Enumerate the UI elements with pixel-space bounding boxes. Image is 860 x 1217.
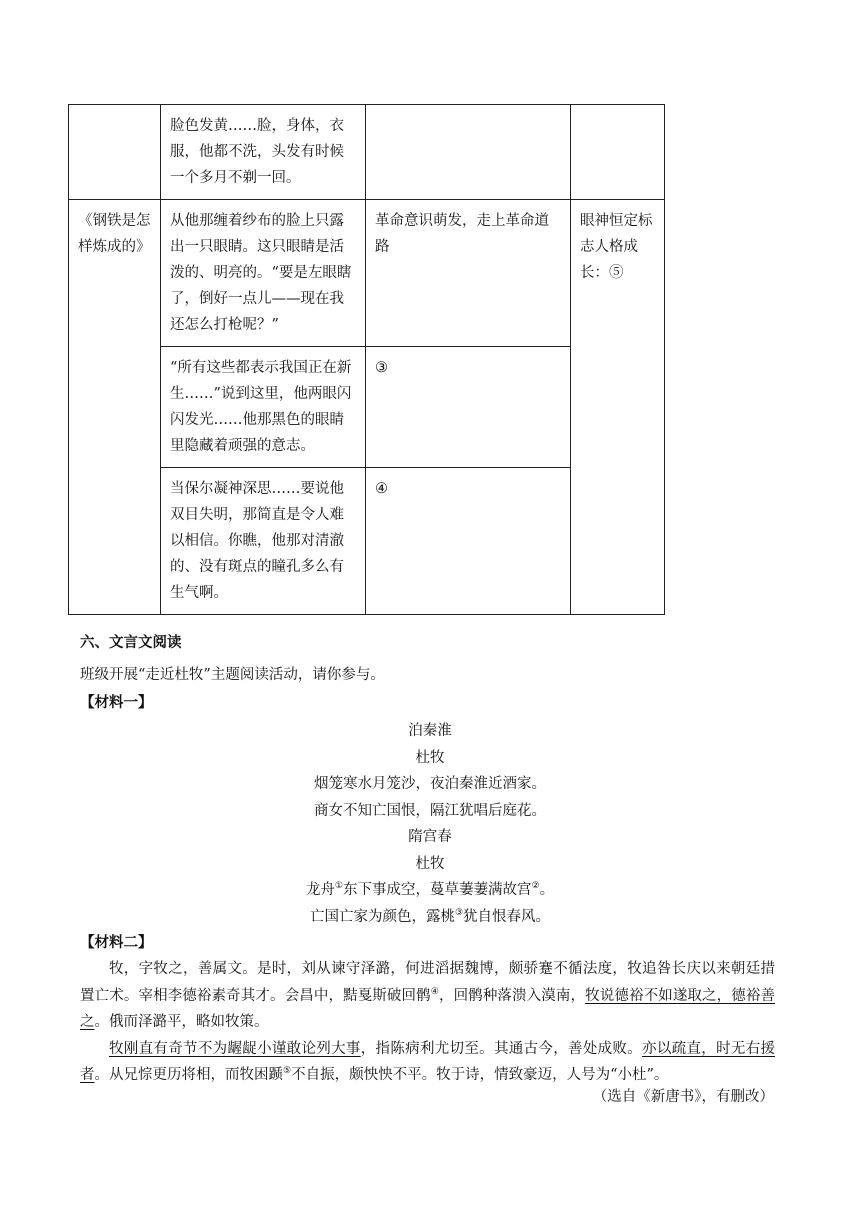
footnote-mark: ③ <box>454 907 464 918</box>
meaning-cell <box>366 105 571 200</box>
quote-cell: 脸色发黄……脸，身体，衣服，他都不洗，头发有时候一个多月不剃一回。 <box>161 105 366 200</box>
table-row <box>69 105 665 200</box>
quote-cell: 当保尔凝神深思……要说他双目失明，那简直是令人难以相信。你瞧，他那对清澈的、没有斑点的瞳孔多么有生气啊。 <box>161 468 366 615</box>
poem-title: 泊秦淮 <box>408 723 452 739</box>
section-intro: 班级开展“走近杜牧”主题阅读活动，请你参与。 <box>80 667 385 683</box>
source-citation: （选自《新唐书》，有删改） <box>592 1089 774 1105</box>
footnote-mark: ② <box>531 881 540 892</box>
footnote-mark: ① <box>334 881 343 892</box>
footnote-mark: ⑤ <box>283 1066 292 1077</box>
answer-blank-3: ③ <box>366 347 571 468</box>
answer-blank-4: ④ <box>366 468 571 615</box>
poems-block <box>0 718 860 930</box>
poem-line: 龙舟①东下事成空，蔓草萋萋满故宫②。 <box>305 881 555 898</box>
poem-line: 亡国亡家为颜色，露桃③犹自恨春风。 <box>309 907 551 925</box>
prose-paragraph: 牧刚直有奇节不为龌龊小谨敢论列大事，指陈病利尤切至。其通古今，善处成败。亦以疏直，时无右援者。从兄悰更历将相，而牧困踬⑤不自振，颇怏怏不平。牧于诗，情致豪迈，人号为“小杜”。 <box>80 1040 776 1083</box>
poem-line: 烟笼寒水月笼沙，夜泊秦淮近酒家。 <box>314 776 546 792</box>
character-analysis-table <box>68 104 665 615</box>
quote-cell: “所有这些都表示我国正在新生……”说到这里，他两眼闪闪发光……他那黑色的眼睛里隐藏着顽强的意志。 <box>161 347 366 468</box>
table-row <box>69 200 665 347</box>
book-cell-empty <box>69 105 161 200</box>
underlined-sentence: 牧说德裕不如遂取之，德裕善之 <box>80 987 776 1030</box>
poem-line: 商女不知亡国恨，隔江犹唱后庭花。 <box>314 802 546 819</box>
poem-title: 隋宫春 <box>408 829 452 845</box>
poem-author: 杜牧 <box>415 855 445 872</box>
book-title-cell: 《钢铁是怎样炼成的》 <box>69 200 161 615</box>
meaning-cell: 革命意识萌发，走上革命道路 <box>366 200 571 347</box>
underlined-sentence: 牧刚直有奇节不为龌龊小谨敢论列大事 <box>109 1040 361 1057</box>
section-title: 六、文言文阅读 <box>80 634 182 651</box>
summary-cell-empty <box>571 105 665 200</box>
quote-cell: 从他那缠着纱布的脸上只露出一只眼睛。这只眼睛是活泼的、明亮的。“要是左眼瞎了，倒好一点儿——现在我还怎么打枪呢？” <box>161 200 366 347</box>
prose-passage <box>80 956 775 1089</box>
underlined-sentence: 亦以疏直，时无右援者 <box>80 1040 776 1083</box>
poem-author: 杜牧 <box>415 749 445 766</box>
prose-paragraph: 牧，字牧之，善属文。是时，刘从谏守泽潞，何进滔据魏博，颇骄蹇不循法度，牧追咎长庆以来朝廷措置亡术。宰相李德裕素奇其才。会昌中，黠戛斯破回鹘④，回鹘种落溃入漠南，牧说德裕不如遂取之，德裕善之。俄而泽潞平，略如牧策。 <box>80 961 776 1030</box>
footnote-mark: ④ <box>430 986 439 997</box>
material-2-label: 【材料二】 <box>80 934 153 951</box>
summary-cell: 眼神恒定标志人格成长：⑤ <box>571 200 665 615</box>
material-1-label: 【材料一】 <box>80 694 153 711</box>
